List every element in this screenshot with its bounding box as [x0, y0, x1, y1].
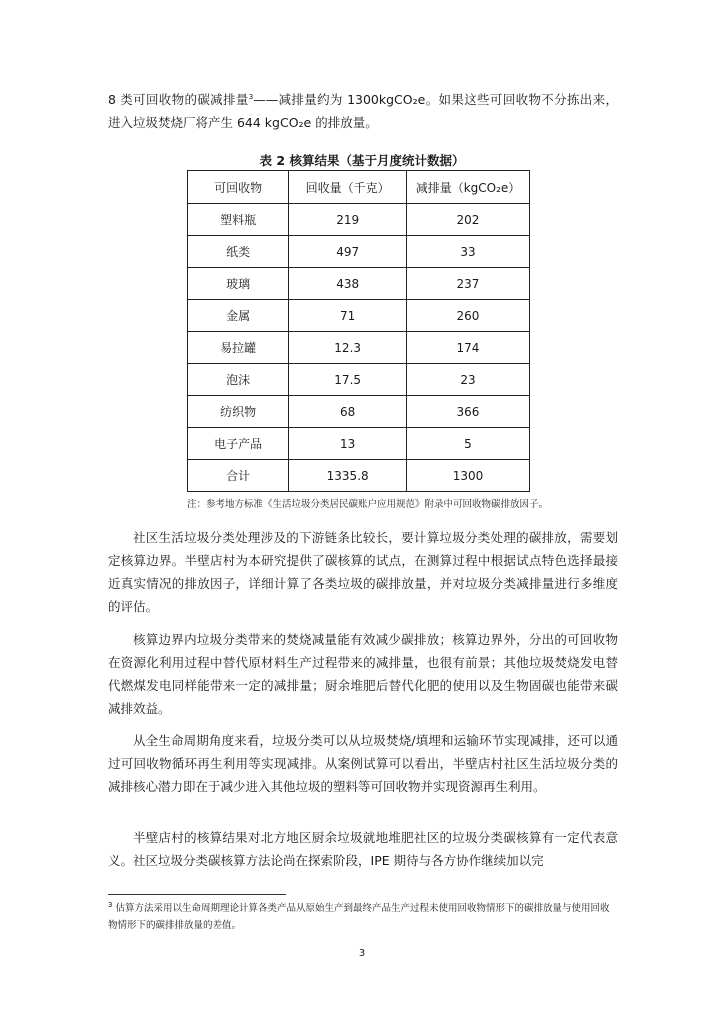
cell-item: 玻璃: [188, 268, 289, 300]
cell-reduction: 5: [406, 428, 529, 460]
cell-recovered: 219: [289, 204, 407, 236]
cell-item: 电子产品: [188, 428, 289, 460]
cell-reduction: 366: [406, 396, 529, 428]
table-row: [188, 396, 530, 428]
cell-recovered: 17.5: [289, 364, 407, 396]
footnote-divider: [108, 894, 286, 895]
header-recyclable: 可回收物: [188, 171, 289, 204]
table-caption: 表 2 核算结果（基于月度统计数据）: [259, 153, 465, 168]
cell-recovered: 68: [289, 396, 407, 428]
cell-reduction: 174: [406, 332, 529, 364]
cell-item: 易拉罐: [188, 332, 289, 364]
cell-item: 塑料瓶: [188, 204, 289, 236]
cell-recovered: 1335.8: [289, 460, 407, 492]
cell-reduction: 202: [406, 204, 529, 236]
footnote-reference[interactable]: 3: [248, 92, 254, 101]
body-paragraph-1: 社区生活垃圾分类处理涉及的下游链条比较长，要计算垃圾分类处理的碳排放，需要划定核算边界。半壁店村为本研究提供了碳核算的试点，在测算过程中根据试点特色选择最接近真实情况的排放因子，详细计算了各类垃圾的碳排放量，并对垃圾分类减排量进行多维度的评估。: [108, 530, 618, 614]
table-row: [188, 428, 530, 460]
results-table: [187, 170, 530, 492]
cell-reduction: 33: [406, 236, 529, 268]
header-recovered-amount: 回收量（千克）: [289, 171, 407, 204]
cell-item: 纺织物: [188, 396, 289, 428]
page-number: 3: [358, 948, 366, 959]
intro-text-end: ——减排量约为 1300kgCO₂e。如果这些可回收物不分拣出来，进入垃圾焚烧厂将产生 644 kgCO₂e 的排放量。: [108, 92, 618, 130]
table-row: [188, 236, 530, 268]
table-row: [188, 204, 530, 236]
footnote: [108, 900, 618, 934]
table-row: [188, 268, 530, 300]
cell-recovered: 12.3: [289, 332, 407, 364]
cell-item: 纸类: [188, 236, 289, 268]
cell-item: 合计: [188, 460, 289, 492]
cell-reduction: 260: [406, 300, 529, 332]
cell-recovered: 497: [289, 236, 407, 268]
table-header-row: [188, 171, 530, 204]
intro-text-start: 8 类可回收物的碳减排量: [108, 92, 249, 107]
intro-paragraph: [108, 88, 618, 134]
cell-recovered: 71: [289, 300, 407, 332]
body-paragraph-2: 核算边界内垃圾分类带来的焚烧减量能有效减少碳排放；核算边界外，分出的可回收物在资源化利用过程中替代原材料生产过程带来的减排量，也很有前景；其他垃圾焚烧发电替代燃煤发电同样能带来一定的减排量；厨余堆肥后替代化肥的使用以及生物固碳也能带来碳减排效益。: [108, 632, 618, 716]
footnote-mark: 3: [108, 900, 113, 909]
cell-recovered: 438: [289, 268, 407, 300]
cell-reduction: 237: [406, 268, 529, 300]
cell-item: 金属: [188, 300, 289, 332]
cell-item: 泡沫: [188, 364, 289, 396]
body-paragraph-4: 半壁店村的核算结果对北方地区厨余垃圾就地堆肥社区的垃圾分类碳核算有一定代表意义。社区垃圾分类碳核算方法论尚在探索阶段，IPE 期待与各方协作继续加以完: [108, 830, 618, 868]
table-row: [188, 364, 530, 396]
body-paragraph-3: 从全生命周期角度来看，垃圾分类可以从垃圾焚烧/填埋和运输环节实现减排，还可以通过可回收物循环再生利用等实现减排。从案例试算可以看出，半壁店村社区生活垃圾分类的减排核心潜力即在于减少进入其他垃圾的塑料等可回收物并实现资源再生利用。: [108, 733, 618, 794]
header-emission-reduction: 减排量（kgCO₂e）: [406, 171, 529, 204]
cell-recovered: 13: [289, 428, 407, 460]
table-total-row: [188, 460, 530, 492]
table-note: 注：参考地方标准《生活垃圾分类居民碳账户应用规范》附录中可回收物碳排放因子。: [187, 499, 549, 510]
cell-reduction: 23: [406, 364, 529, 396]
cell-reduction: 1300: [406, 460, 529, 492]
footnote-text: 估算方法采用以生命周期理论计算各类产品从原始生产到最终产品生产过程未使用回收物情形下的碳排放量与使用回收物情形下的碳排排放量的差值。: [108, 903, 610, 931]
table-row: [188, 332, 530, 364]
table-row: [188, 300, 530, 332]
